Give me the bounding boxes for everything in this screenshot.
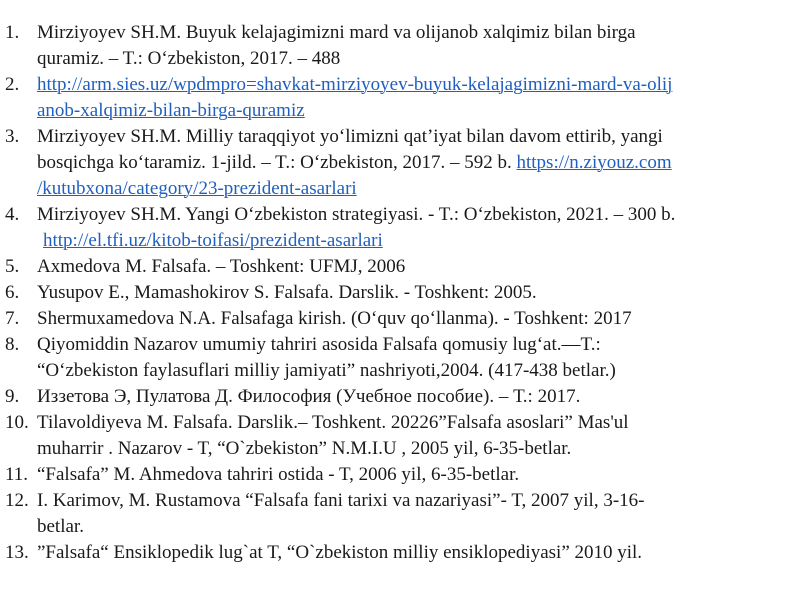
reference-line-text: Mirziyoyev SH.M. Yangi O‘zbekiston strategiyasi. - T.: O‘zbekiston, 2021. – 300 b. [37,204,676,225]
reference-text [37,332,790,384]
reference-item [0,202,790,254]
reference-line-text: “Falsafa” M. Ahmedova tahriri ostida - T, 2006 yil, 6-35-betlar. [37,464,520,485]
reference-number: 2. [5,74,20,95]
reference-text [37,384,790,410]
reference-line-text: Mirziyoyev SH.M. Buyuk kelajagimizni mard va olijanob xalqimiz bilan birga [37,22,636,43]
reference-line [37,462,790,488]
reference-line-text: Qiyomiddin Nazarov umumiy tahriri asosida Falsafa qomusiy lug‘at.—T.: [37,334,601,355]
reference-number: 6. [5,282,20,303]
reference-line-text: Shermuxamedova N.A. Falsafaga kirish. (O‘quv qo‘llanma). - Toshkent: 2017 [37,308,632,329]
reference-item [0,488,790,540]
reference-number: 4. [5,204,20,225]
reference-line [37,72,790,98]
reference-line-text: bosqichga ko‘taramiz. 1-jild. – T.: O‘zbekiston, 2017. – 592 b. [37,152,517,173]
reference-item [0,384,790,410]
reference-line-text: betlar. [37,516,84,537]
reference-line-text: Tilavoldiyeva M. Falsafa. Darslik.– Toshkent. 20226”Falsafa asoslari” Mas'ul [37,412,629,433]
reference-text [37,254,790,280]
reference-line [37,436,790,462]
reference-item [0,72,790,124]
reference-line [37,20,790,46]
reference-line [37,150,790,176]
reference-number: 12. [5,490,29,511]
reference-number: 13. [5,542,29,563]
reference-line [37,280,790,306]
reference-line-text: muharrir . Nazarov - T, “O`zbekiston” N.M.I.U , 2005 yil, 6-35-betlar. [37,438,572,459]
reference-list [0,20,790,566]
reference-line-text: Axmedova M. Falsafa. – Toshkent: UFMJ, 2006 [37,256,406,277]
reference-line-text: quramiz. – T.: O‘zbekiston, 2017. – 488 [37,48,341,69]
reference-line-text: Иззетова Э, Пулатова Д. Философия (Учебное пособие). – Т.: 2017. [37,386,581,407]
reference-item [0,306,790,332]
reference-line [37,540,790,566]
reference-line-text: Mirziyoyev SH.M. Milliy taraqqiyot yo‘limizni qat’iyat bilan davom ettirib, yangi [37,126,663,147]
reference-line [37,202,790,228]
reference-text [37,20,790,72]
reference-line [37,488,790,514]
reference-link[interactable]: http://arm.sies.uz/wpdmpro=shavkat-mirziyoyev-buyuk-kelajagimizni-mard-va-olij [37,74,673,95]
reference-number: 3. [5,126,20,147]
reference-item [0,540,790,566]
reference-line [37,124,790,150]
reference-text [37,202,790,254]
reference-number: 9. [5,386,20,407]
reference-item [0,410,790,462]
reference-line [37,384,790,410]
reference-line [37,46,790,72]
reference-text [37,72,790,124]
reference-text [37,306,790,332]
reference-text [37,462,790,488]
reference-number: 1. [5,22,20,43]
reference-line [37,514,790,540]
reference-item [0,254,790,280]
reference-line [37,410,790,436]
reference-text [37,124,790,202]
reference-line [37,306,790,332]
reference-item [0,280,790,306]
reference-line [37,176,790,202]
reference-line [37,98,790,124]
reference-text [37,488,790,540]
reference-link[interactable]: /kutubxona/category/23-prezident-asarlari [37,178,357,199]
reference-item [0,332,790,384]
reference-number: 5. [5,256,20,277]
reference-item [0,20,790,72]
reference-link[interactable]: anob-xalqimiz-bilan-birga-quramiz [37,100,305,121]
reference-number: 10. [5,412,29,433]
reference-text [37,280,790,306]
reference-line-text: “O‘zbekiston faylasuflari milliy jamiyati” nashriyoti,2004. (417-438 betlar.) [37,360,616,381]
reference-line [37,228,790,254]
reference-link[interactable]: http://el.tfi.uz/kitob-toifasi/prezident-asarlari [43,230,383,251]
reference-text [37,540,790,566]
reference-line-text: Yusupov E., Mamashokirov S. Falsafa. Darslik. - Toshkent: 2005. [37,282,537,303]
reference-number: 11. [5,464,29,485]
reference-line-text: ”Falsafa“ Ensiklopedik lug`at T, “O`zbekiston milliy ensiklopediyasi” 2010 yil. [37,542,643,563]
reference-line-text: I. Karimov, M. Rustamova “Falsafa fani tarixi va nazariyasi”- T, 2007 yil, 3-16- [37,490,645,511]
reference-line [37,254,790,280]
reference-text [37,410,790,462]
reference-item [0,124,790,202]
reference-link[interactable]: https://n.ziyouz.com [516,152,672,173]
reference-number: 7. [5,308,20,329]
reference-number: 8. [5,334,20,355]
reference-item [0,462,790,488]
reference-line [37,332,790,358]
reference-line [37,358,790,384]
